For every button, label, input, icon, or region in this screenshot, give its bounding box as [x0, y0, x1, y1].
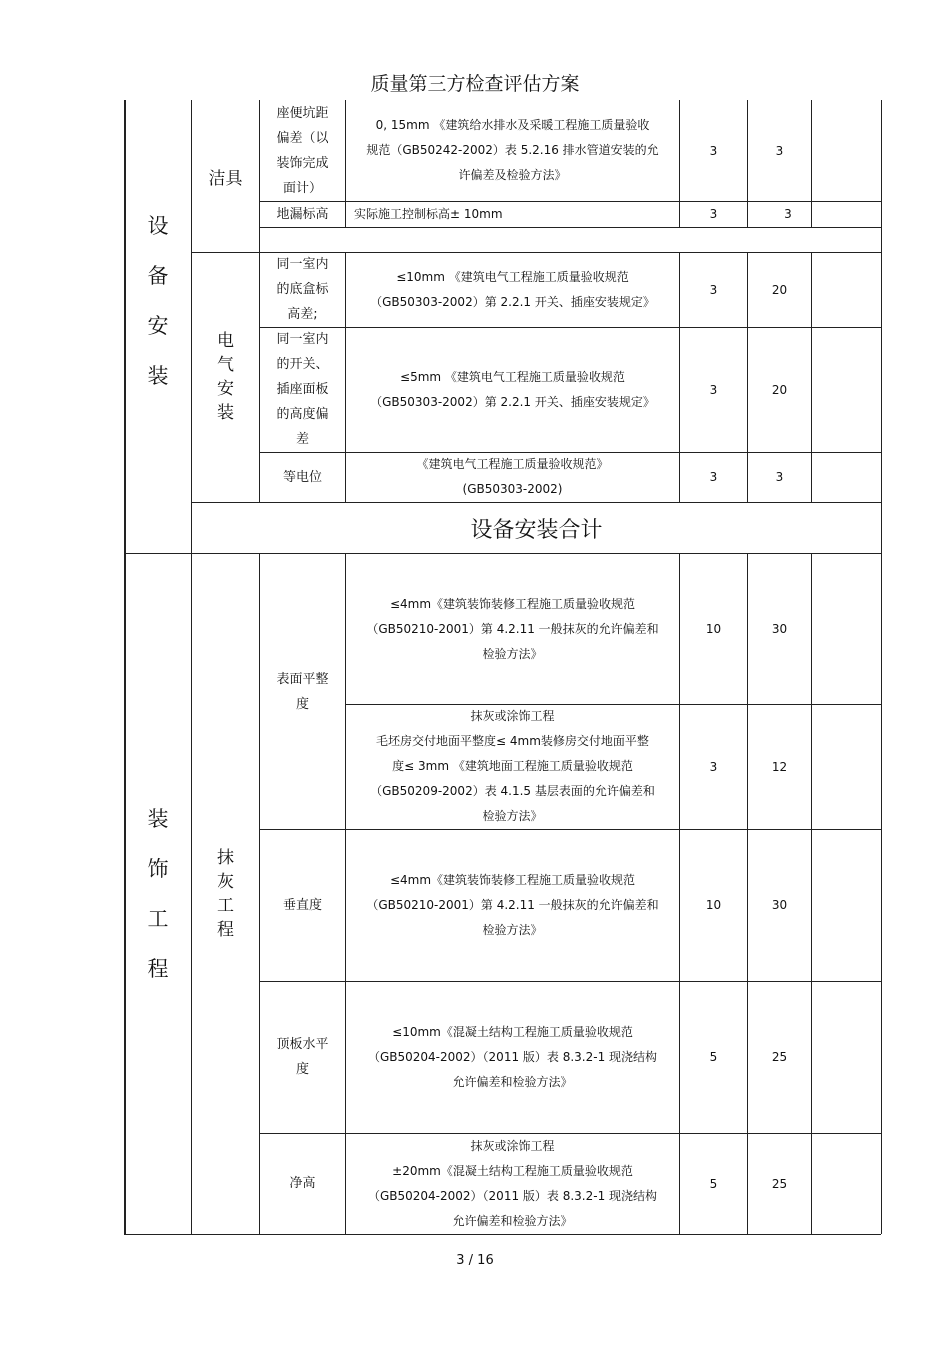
table-row-score: 25 — [771, 1050, 788, 1064]
category-equipment-installation: 设 备 安 装 — [147, 214, 169, 388]
table-row-score: 20 — [771, 282, 788, 297]
table-row-standard: 抹灰或涂饰工程 毛坯房交付地面平整度≤ 4mm装修房交付地面平整 度≤ 3mm 《建筑地面工程施工质量验收规范 （GB50209-2002）表 4.1.5 基层表面的允许偏差和 检验方法》 — [370, 709, 655, 823]
table-row-count: 3 — [709, 207, 718, 221]
table-row-count: 5 — [709, 1176, 718, 1191]
table-row-count: 10 — [705, 898, 722, 912]
table-row-item: 等电位 — [282, 469, 322, 485]
table-row-score: 30 — [771, 898, 788, 912]
table-row-count: 3 — [709, 470, 718, 484]
table-row-standard: ≤4mm《建筑装饰装修工程施工质量验收规范 （GB50210-2001）第 4.2.11 一般抹灰的允许偏差和 检验方法》 — [366, 872, 659, 937]
table-row-standard: ≤10mm《混凝土结构工程施工质量验收规范 （GB50204-2002）（2011 版）表 8.3.2-1 现浇结构 允许偏差和检验方法》 — [367, 1024, 658, 1089]
section-total-label: 设备安装合计 — [470, 517, 603, 543]
table-row-score: 12 — [771, 759, 788, 774]
table-row-item: 同一室内 的开关、 插座面板 的高度偏 差 — [276, 332, 329, 447]
table-row-item: 座便坑距 偏差（以 装饰完成 面计） — [276, 105, 329, 196]
table-row-standard: 《建筑电气工程施工质量验收规范》 (GB50303-2002) — [416, 457, 609, 496]
table-row-count: 3 — [709, 759, 718, 774]
table-row-score: 3 — [784, 207, 792, 221]
page-title: 质量第三方检查评估方案 — [370, 73, 580, 95]
table-row-standard: ≤5mm 《建筑电气工程施工质量验收规范 （GB50303-2002）第 2.2.1 开关、插座安装规定》 — [370, 369, 655, 409]
table-row-item: 同一室内 的底盒标 高差; — [276, 257, 329, 322]
table-row-count: 5 — [709, 1050, 718, 1064]
page-number: 3 / 16 — [456, 1253, 494, 1268]
table-row-item: 地漏标高 — [276, 206, 329, 222]
table-row-standard: ≤10mm 《建筑电气工程施工质量验收规范 （GB50303-2002）第 2.2.1 开关、插座安装规定》 — [370, 269, 655, 309]
table-row-item: 顶板水平 度 — [276, 1037, 329, 1077]
table-row-score: 25 — [771, 1176, 788, 1191]
table-row-score: 30 — [771, 622, 788, 636]
table-row-count: 10 — [705, 622, 722, 636]
table-row-standard: ≤4mm《建筑装饰装修工程施工质量验收规范 （GB50210-2001）第 4.2.11 一般抹灰的允许偏差和 检验方法》 — [366, 596, 659, 661]
table-row-count: 3 — [709, 282, 718, 297]
table-row-count: 3 — [709, 143, 718, 158]
table-row-standard: 实际施工控制标高± 10mm — [354, 206, 503, 221]
table-row-standard: 抹灰或涂饰工程 ±20mm《混凝土结构工程施工质量验收规范 （GB50204-2002）（2011 版）表 8.3.2-1 现浇结构 允许偏差和检验方法》 — [367, 1138, 658, 1228]
table-row-score: 3 — [775, 470, 784, 484]
table-row-item: 垂直度 — [282, 897, 322, 913]
table-row-item: 净高 — [289, 1176, 316, 1191]
table-row-standard: 0, 15mm 《建筑给水排水及采暖工程施工质量验收 规范（GB50242-2002）表 5.2.16 排水管道安装的允 许偏差及检验方法》 — [366, 118, 659, 182]
category-decoration-works: 装 饰 工 程 — [147, 807, 169, 981]
table-row-score: 3 — [775, 143, 784, 158]
group-plastering-works: 抹 灰 工 程 — [217, 848, 234, 940]
group-sanitary-ware: 洁具 — [208, 168, 243, 189]
table-row-item: 表面平整 度 — [276, 671, 329, 712]
group-electrical-installation: 电 气 安 装 — [217, 331, 234, 423]
table-row-score: 20 — [771, 382, 788, 397]
table-row-count: 3 — [709, 382, 718, 397]
